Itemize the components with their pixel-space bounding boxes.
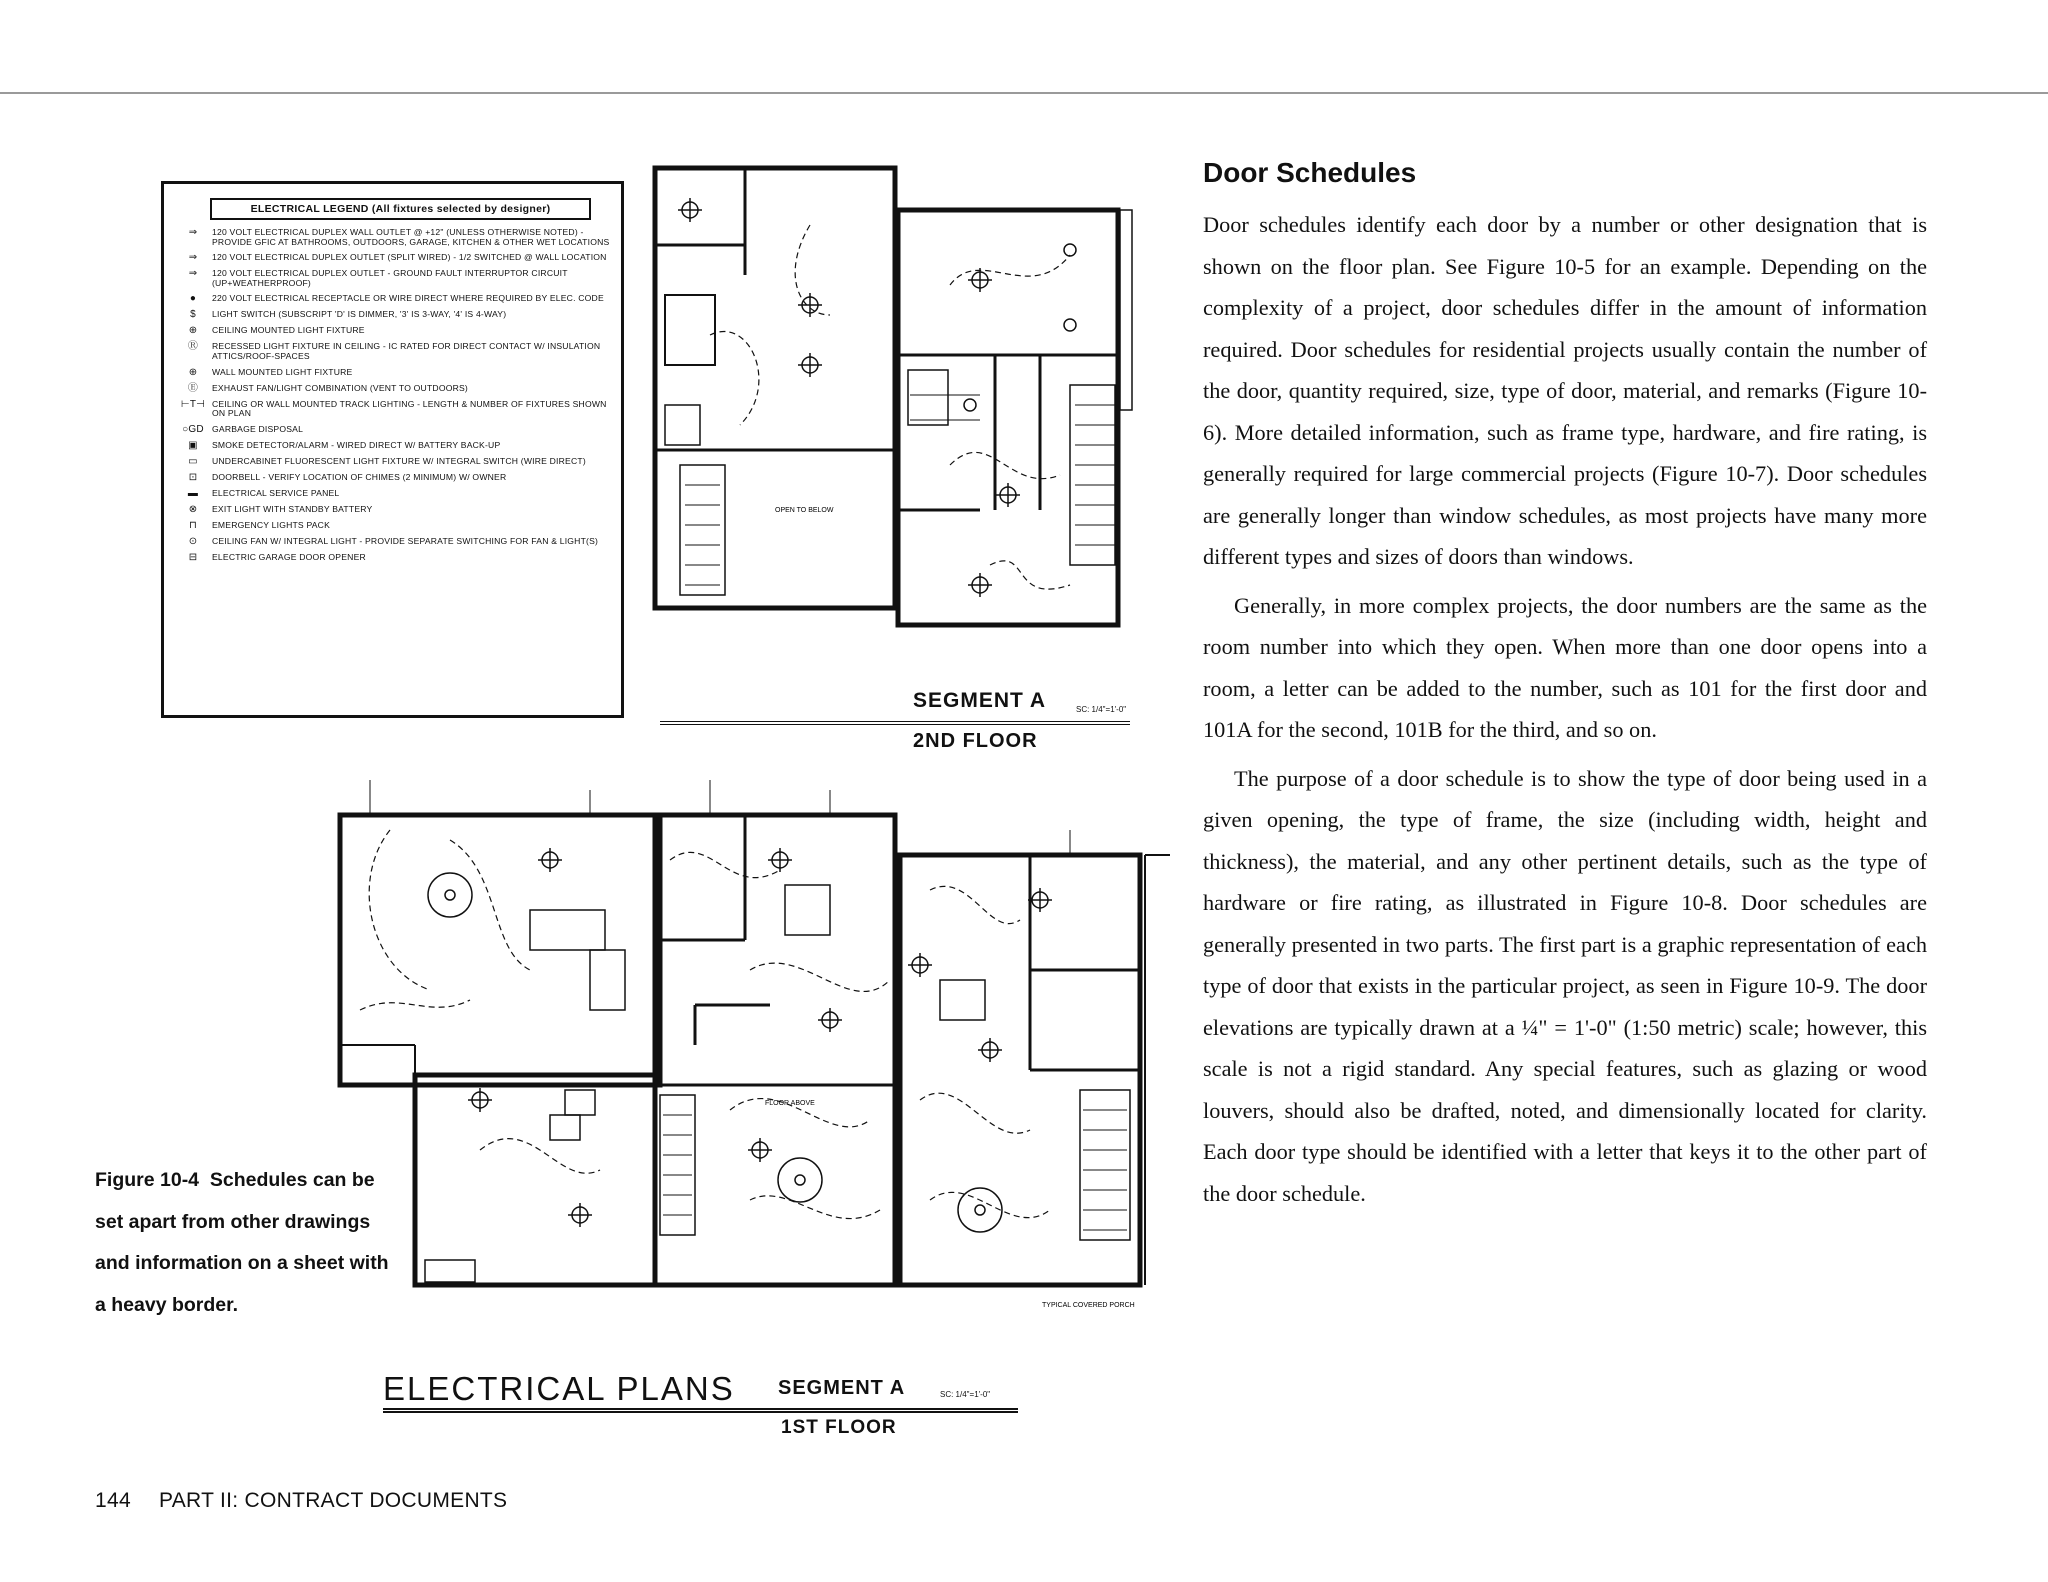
page-number: 144 [95, 1489, 131, 1512]
light-switch-icon: $ [190, 309, 196, 321]
part-title: PART II: CONTRACT DOCUMENTS [158, 1489, 508, 1512]
ceiling-fan-icon: ⊙ [188, 535, 198, 547]
legend-item-text: 220 VOLT ELECTRICAL RECEPTACLE OR WIRE DIRECT WHERE REQUIRED BY ELEC. CODE [212, 293, 604, 304]
legend-item [174, 269, 611, 288]
legend-item-text: WALL MOUNTED LIGHT FIXTURE [212, 366, 353, 377]
section-heading: Door Schedules [1203, 157, 1417, 188]
legend-item [174, 342, 611, 361]
second-floor-segment-label: SEGMENT A [913, 689, 1047, 712]
service-panel-icon: ▬ [187, 487, 199, 499]
page-footer [95, 1489, 507, 1513]
paragraph-1: Door schedules identify each door by a number or other designation that is shown on the floor plan. See Figure 10-5 for an example. Depending on the complexity of a project, door schedules differ in the amount of information required. Door schedules for residential projects usually contain the number of the door, quantity required, size, type of door, material, and remarks (Figure 10-6). More detailed information, such as frame type, hardware, and fire rating, is generally required for large commercial projects (Figure 10-7). Door schedules are generally longer than window schedules, as most projects have many more different types and sizes of doors than windows. [1203, 212, 1927, 569]
second-floor-underline [660, 721, 1130, 725]
figure-caption-text: Schedules can be set apart from other drawings and information on a sheet with a heavy border. [95, 1169, 389, 1316]
smoke-detector-icon: ▣ [188, 439, 198, 451]
receptacle-220-icon: ● [189, 293, 197, 305]
legend-item [174, 521, 611, 531]
legend-item [174, 384, 611, 394]
legend-item-text: RECESSED LIGHT FIXTURE IN CEILING - IC RATED FOR DIRECT CONTACT W/ INSULATION ATTICS/ROOF-SPACES [212, 341, 601, 361]
garbage-disposal-icon: ○GD [182, 423, 204, 435]
gfi-outlet-icon: ⇒ [188, 268, 198, 280]
legend-item-text: CEILING FAN W/ INTEGRAL LIGHT - PROVIDE SEPARATE SWITCHING FOR FAN & LIGHT(S) [212, 535, 599, 546]
legend-title: ELECTRICAL LEGEND (All fixtures selected by designer) [210, 198, 591, 220]
first-floor-underline [383, 1408, 1018, 1413]
legend-item-text: 120 VOLT ELECTRICAL DUPLEX OUTLET - GROUND FAULT INTERRUPTOR CIRCUIT (UP+WEATHERPROOF) [212, 268, 568, 288]
electrical-legend [161, 181, 624, 718]
legend-item [174, 228, 611, 247]
legend-item [174, 400, 611, 419]
paragraph-2: Generally, in more complex projects, the door numbers are the same as the room number into which they open. When more than one door opens into a room, a letter can be added to the number, such as 101 for the first door and 101A for the second, 101B for the third, and so on. [1203, 592, 1927, 742]
legend-item [174, 253, 611, 263]
legend-item-text: UNDERCABINET FLUORESCENT LIGHT FIXTURE W/ INTEGRAL SWITCH (WIRE DIRECT) [212, 455, 586, 466]
ceiling-light-icon: ⊕ [188, 325, 198, 337]
legend-item [174, 441, 611, 451]
legend-item-text: EMERGENCY LIGHTS PACK [212, 519, 331, 530]
first-floor-scale: SC: 1/4"=1'-0" [940, 1390, 991, 1399]
emergency-lights-icon: ⊓ [188, 519, 197, 531]
second-floor-label: 2ND FLOOR [913, 730, 1038, 752]
exhaust-fan-icon: Ⓔ [187, 382, 199, 394]
legend-item [174, 294, 611, 304]
electrical-plans-title: ELECTRICAL PLANS [383, 1370, 735, 1407]
legend-item [174, 553, 611, 563]
doorbell-icon: ⊡ [188, 471, 198, 483]
legend-item-text: SMOKE DETECTOR/ALARM - WIRED DIRECT W/ BATTERY BACK-UP [212, 439, 501, 450]
floor-above-label: FLOOR ABOVE [765, 1100, 815, 1107]
legend-item-text: DOORBELL - VERIFY LOCATION OF CHIMES (2 MINIMUM) W/ OWNER [212, 471, 507, 482]
legend-item [174, 457, 611, 467]
legend-item [174, 473, 611, 483]
legend-item [174, 310, 611, 320]
first-floor-label: 1ST FLOOR [781, 1417, 897, 1438]
legend-item [174, 489, 611, 499]
open-to-below-label: OPEN TO BELOW [775, 507, 834, 514]
first-floor-segment-label: SEGMENT A [778, 1377, 906, 1399]
legend-item-text: CEILING OR WALL MOUNTED TRACK LIGHTING - LENGTH & NUMBER OF FIXTURES SHOWN ON PLAN [212, 398, 607, 419]
wall-light-icon: ⊕ [188, 366, 198, 378]
undercabinet-light-icon: ▭ [188, 455, 198, 467]
legend-item [174, 326, 611, 336]
header-rule [0, 92, 2048, 94]
exit-light-icon: ⊗ [188, 503, 198, 515]
garage-opener-icon: ⊟ [188, 551, 198, 563]
legend-item-text: GARBAGE DISPOSAL [212, 423, 304, 434]
paragraph-3: The purpose of a door schedule is to show the type of door being used in a given opening, the type of frame, the size (including width, height and thickness), the material, and any other pertinent details, such as the type of hardware or fire rating, as illustrated in Figure 10-8. Door schedules are generally presented in two parts. The first part is a graphic representation of each type of door that exists in the particular project, as seen in Figure 10-9. The door elevations are typically drawn at a ¼" = 1'-0" (1:50 metric) scale; however, this scale is not a rigid standard. Any special features, such as glazing or wood louvers, should also be drafted, noted, and dimensionally located for clarity. Each door type should be identified with a letter that keys it to the other part of the door schedule. [1203, 765, 1927, 1206]
legend-item-text: ELECTRIC GARAGE DOOR OPENER [212, 551, 366, 562]
legend-item-text: CEILING MOUNTED LIGHT FIXTURE [212, 325, 365, 336]
legend-item [174, 537, 611, 547]
legend-item-text: 120 VOLT ELECTRICAL DUPLEX OUTLET (SPLIT WIRED) - 1/2 SWITCHED @ WALL LOCATION [212, 252, 607, 263]
figure-caption [95, 1160, 395, 1326]
covered-porch-label: TYPICAL COVERED PORCH [1042, 1302, 1135, 1309]
split-outlet-icon: ⇒ [188, 252, 198, 264]
track-light-icon: ⊢T⊣ [180, 398, 206, 410]
duplex-outlet-icon: ⇒ [188, 227, 198, 238]
legend-item-text: LIGHT SWITCH (SUBSCRIPT 'D' IS DIMMER, '3' IS 3-WAY, '4' IS 4-WAY) [212, 309, 507, 320]
second-floor-scale: SC: 1/4"=1'-0" [1076, 705, 1127, 714]
first-floor-plan [330, 770, 1170, 1320]
legend-item-text: ELECTRICAL SERVICE PANEL [212, 487, 340, 498]
legend-item-text: 120 VOLT ELECTRICAL DUPLEX WALL OUTLET @ +12" (UNLESS OTHERWISE NOTED) - PROVIDE GFIC AT BATHROOMS, OUTDOORS, GARAGE, KITCHEN & OTHER WET LOCATIONS [212, 227, 610, 247]
legend-list [174, 228, 611, 563]
legend-item-text: EXIT LIGHT WITH STANDBY BATTERY [212, 503, 373, 514]
article-body [1203, 204, 1927, 1221]
second-floor-plan [650, 165, 1140, 685]
legend-item [174, 425, 611, 435]
legend-item [174, 505, 611, 515]
recessed-light-icon: Ⓡ [187, 341, 199, 353]
legend-item [174, 368, 611, 378]
figure-caption-label: Figure 10-4 [95, 1169, 200, 1191]
legend-item-text: EXHAUST FAN/LIGHT COMBINATION (VENT TO OUTDOORS) [212, 382, 468, 393]
